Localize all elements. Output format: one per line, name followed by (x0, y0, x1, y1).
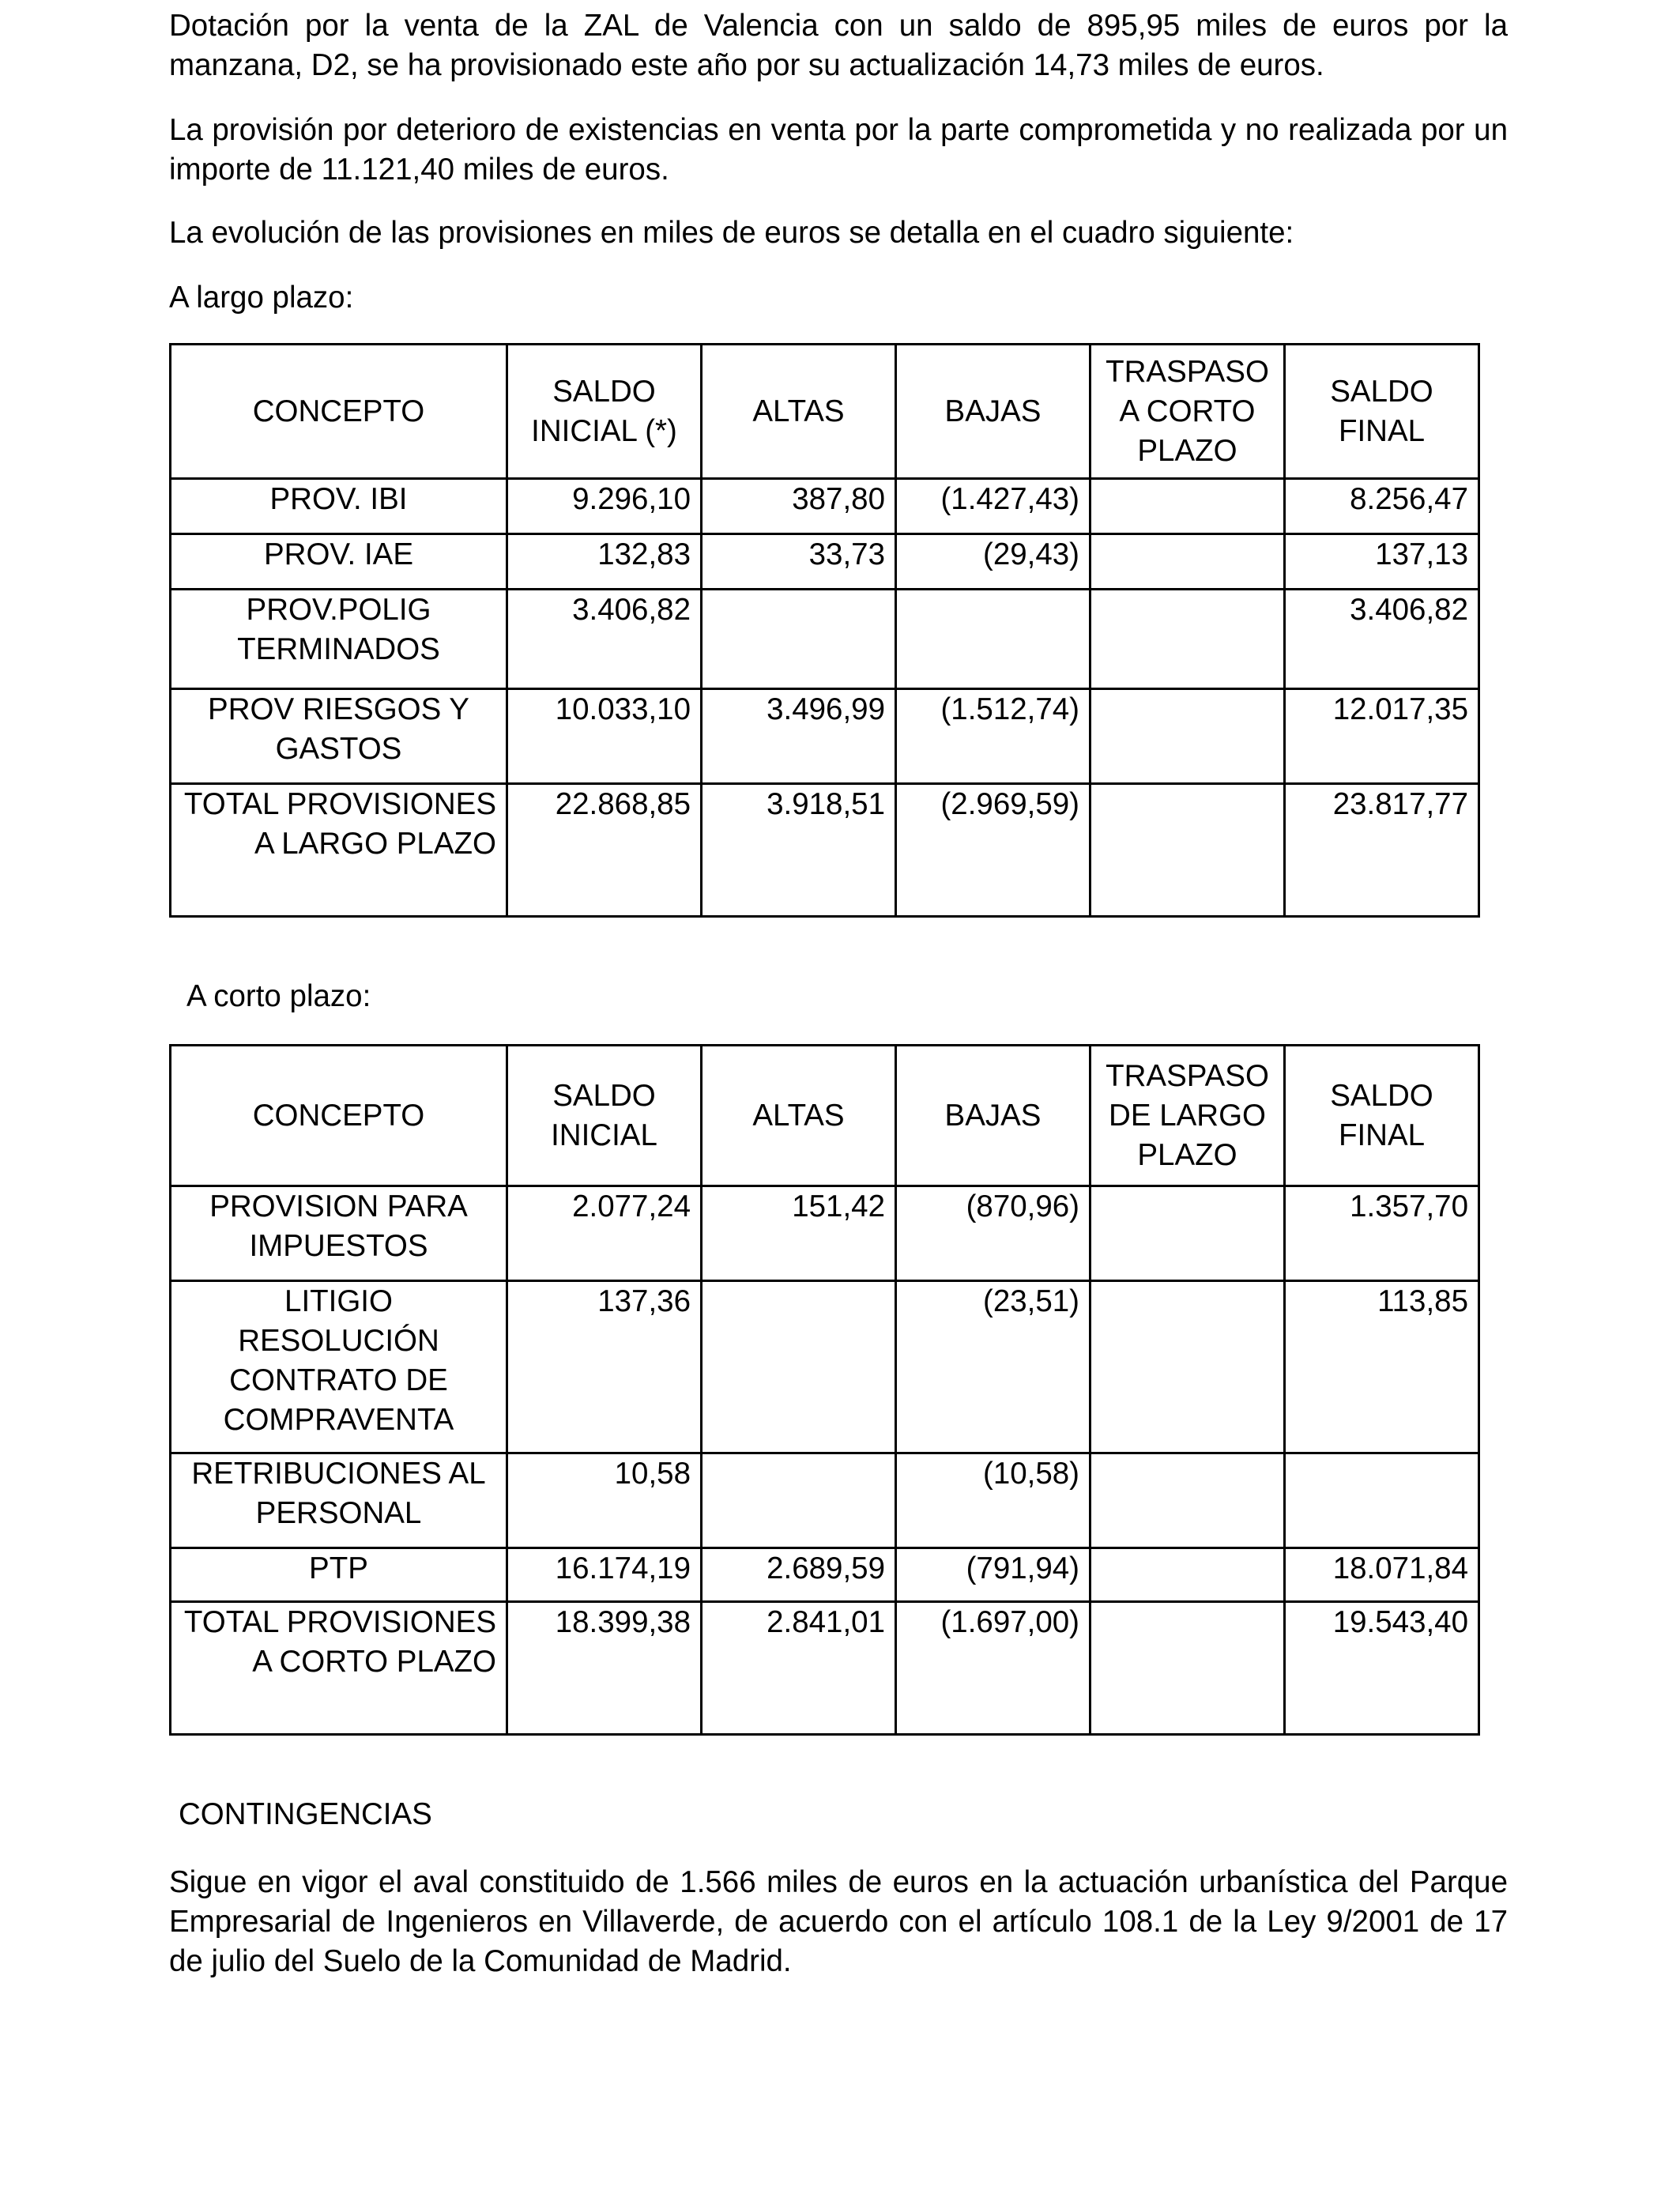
header-saldo-final: SALDO FINAL (1285, 345, 1479, 479)
cell-concepto: PROV.POLIG TERMINADOS (171, 590, 507, 689)
header-altas: ALTAS (702, 1046, 896, 1186)
cell-bajas (896, 590, 1090, 689)
cell-saldo-final: 19.543,40 (1285, 1602, 1479, 1735)
table-row (171, 1548, 1479, 1602)
table-row (171, 534, 1479, 590)
cell-altas (702, 1281, 896, 1453)
label-corto-plazo: A corto plazo: (186, 979, 371, 1013)
cell-saldo-final: 113,85 (1285, 1281, 1479, 1453)
cell-traspaso (1090, 590, 1285, 689)
cell-saldo-inicial: 132,83 (507, 534, 702, 590)
table-total-row (171, 784, 1479, 917)
cell-traspaso (1090, 1186, 1285, 1281)
cell-bajas: (1.697,00) (896, 1602, 1090, 1735)
header-concepto: CONCEPTO (171, 1046, 507, 1186)
cell-concepto: PROV. IBI (171, 479, 507, 534)
cell-traspaso (1090, 479, 1285, 534)
cell-traspaso (1090, 1453, 1285, 1548)
cell-saldo-inicial: 10,58 (507, 1453, 702, 1548)
cell-altas: 33,73 (702, 534, 896, 590)
cell-bajas: (10,58) (896, 1453, 1090, 1548)
cell-altas: 3.496,99 (702, 689, 896, 784)
table-row (171, 479, 1479, 534)
table-largo-plazo (169, 343, 1480, 918)
label-largo-plazo: A largo plazo: (169, 281, 354, 315)
heading-contingencias: CONTINGENCIAS (179, 1797, 432, 1831)
cell-altas: 151,42 (702, 1186, 896, 1281)
cell-bajas: (23,51) (896, 1281, 1090, 1453)
table-row (171, 689, 1479, 784)
cell-bajas: (2.969,59) (896, 784, 1090, 917)
cell-altas (702, 1453, 896, 1548)
table-header-row (171, 1046, 1479, 1186)
cell-saldo-final: 12.017,35 (1285, 689, 1479, 784)
cell-traspaso (1090, 784, 1285, 917)
cell-bajas: (1.427,43) (896, 479, 1090, 534)
cell-saldo-inicial: 18.399,38 (507, 1602, 702, 1735)
cell-traspaso (1090, 1548, 1285, 1602)
table-header-row (171, 345, 1479, 479)
cell-saldo-final: 23.817,77 (1285, 784, 1479, 917)
cell-saldo-inicial: 3.406,82 (507, 590, 702, 689)
cell-saldo-inicial: 16.174,19 (507, 1548, 702, 1602)
table-row (171, 590, 1479, 689)
cell-concepto: PROV. IAE (171, 534, 507, 590)
cell-bajas: (870,96) (896, 1186, 1090, 1281)
cell-saldo-inicial: 22.868,85 (507, 784, 702, 917)
cell-saldo-final: 3.406,82 (1285, 590, 1479, 689)
paragraph-zal-valencia: Dotación por la venta de la ZAL de Valencia con un saldo de 895,95 miles de euros por la manzana, D2, se ha provisionado este año por su actualización 14,73 miles de euros. (169, 9, 1508, 82)
table-row (171, 1281, 1479, 1453)
paragraph-deterioro-existencias: La provisión por deterioro de existencias en venta por la parte comprometida y no realizada por un importe de 11.121,40 miles de euros. (169, 113, 1508, 187)
table-corto-plazo (169, 1044, 1480, 1736)
cell-altas (702, 590, 896, 689)
header-concepto: CONCEPTO (171, 345, 507, 479)
header-saldo-inicial: SALDO INICIAL (507, 1046, 702, 1186)
cell-saldo-inicial: 137,36 (507, 1281, 702, 1453)
header-saldo-final: SALDO FINAL (1285, 1046, 1479, 1186)
cell-saldo-inicial: 10.033,10 (507, 689, 702, 784)
cell-concepto: LITIGIO RESOLUCIÓN CONTRATO DE COMPRAVENTA (171, 1281, 507, 1453)
paragraph-evolucion-provisiones: La evolución de las provisiones en miles de euros se detalla en el cuadro siguiente: (169, 216, 1294, 250)
table-row (171, 1186, 1479, 1281)
cell-saldo-final (1285, 1453, 1479, 1548)
cell-concepto: PTP (171, 1548, 507, 1602)
cell-altas: 3.918,51 (702, 784, 896, 917)
cell-saldo-final: 137,13 (1285, 534, 1479, 590)
cell-altas: 2.841,01 (702, 1602, 896, 1735)
cell-traspaso (1090, 1602, 1285, 1735)
cell-bajas: (791,94) (896, 1548, 1090, 1602)
header-saldo-inicial: SALDO INICIAL (*) (507, 345, 702, 479)
cell-concepto-total: TOTAL PROVISIONES A CORTO PLAZO (171, 1602, 507, 1735)
cell-concepto-total: TOTAL PROVISIONES A LARGO PLAZO (171, 784, 507, 917)
cell-saldo-final: 18.071,84 (1285, 1548, 1479, 1602)
cell-traspaso (1090, 689, 1285, 784)
cell-concepto: PROVISION PARA IMPUESTOS (171, 1186, 507, 1281)
cell-traspaso (1090, 1281, 1285, 1453)
cell-concepto: PROV RIESGOS Y GASTOS (171, 689, 507, 784)
table-total-row (171, 1602, 1479, 1735)
cell-bajas: (1.512,74) (896, 689, 1090, 784)
paragraph-contingencias: Sigue en vigor el aval constituido de 1.566 miles de euros en la actuación urbanística del Parque Empresarial de Ingenieros en Villaverde, de acuerdo con el artículo 108.1 de la Ley 9/2001 de 17 de julio del Suelo de la Comunidad de Madrid. (169, 1865, 1508, 1978)
table-row (171, 1453, 1479, 1548)
cell-saldo-final: 1.357,70 (1285, 1186, 1479, 1281)
header-bajas: BAJAS (896, 345, 1090, 479)
cell-traspaso (1090, 534, 1285, 590)
header-altas: ALTAS (702, 345, 896, 479)
cell-altas: 2.689,59 (702, 1548, 896, 1602)
cell-concepto: RETRIBUCIONES AL PERSONAL (171, 1453, 507, 1548)
header-traspaso: TRASPASO A CORTO PLAZO (1090, 345, 1285, 479)
cell-altas: 387,80 (702, 479, 896, 534)
header-traspaso: TRASPASO DE LARGO PLAZO (1090, 1046, 1285, 1186)
cell-bajas: (29,43) (896, 534, 1090, 590)
header-bajas: BAJAS (896, 1046, 1090, 1186)
cell-saldo-inicial: 2.077,24 (507, 1186, 702, 1281)
cell-saldo-inicial: 9.296,10 (507, 479, 702, 534)
cell-saldo-final: 8.256,47 (1285, 479, 1479, 534)
